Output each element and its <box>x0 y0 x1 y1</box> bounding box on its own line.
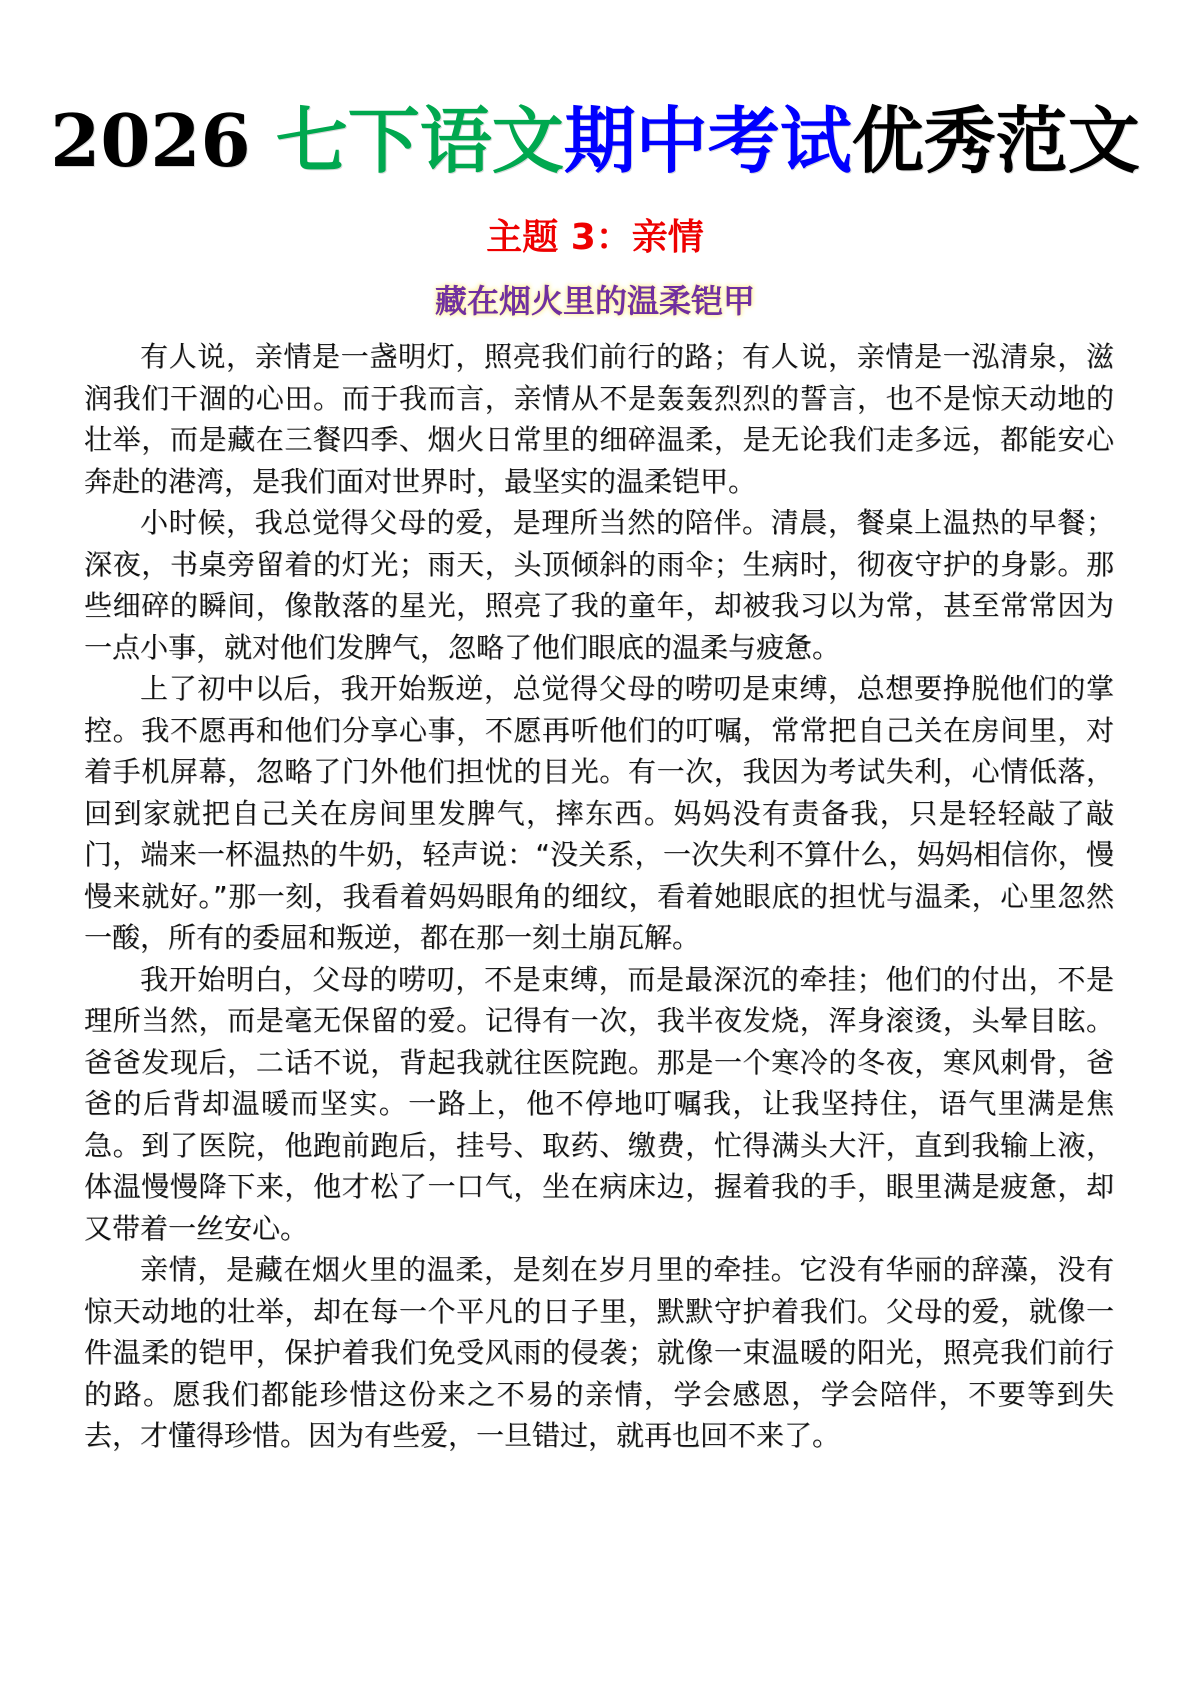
title-exam: 期中考试 <box>563 98 852 183</box>
main-title <box>0 98 1190 184</box>
essay-paragraph-4: 我开始明白，父母的唠叨，不是束缚，而是最深沉的牵挂；他们的付出，不是理所当然，而是毫无保留的爱。记得有一次，我半夜发烧，浑身滚烫，头晕目眩。爸爸发现后，二话不说，背起我就往医院跑。那是一个寒冷的冬夜，寒风刺骨，爸爸的后背却温暖而坚实。一路上，他不停地叮嘱我，让我坚持住，语气里满是焦急。到了医院，他跑前跑后，挂号、取药、缴费，忙得满头大汗，直到我输上液，体温慢慢降下来，他才松了一口气，坐在病床边，握着我的手，眼里满是疲惫，却又带着一丝安心。 <box>84 962 1114 1245</box>
essay-paragraph-2: 小时候，我总觉得父母的爱，是理所当然的陪伴。清晨，餐桌上温热的早餐；深夜，书桌旁留着的灯光；雨天，头顶倾斜的雨伞；生病时，彻夜守护的身影。那些细碎的瞬间，像散落的星光，照亮了我的童年，却被我习以为常，甚至常常因为一点小事，就对他们发脾气，忽略了他们眼底的温柔与疲惫。 <box>84 506 1114 664</box>
title-suffix: 优秀范文 <box>851 98 1140 183</box>
title-year: 2026 <box>50 98 276 183</box>
essay-body <box>84 336 1114 1457</box>
essay-paragraph-5: 亲情，是藏在烟火里的温柔，是刻在岁月里的牵挂。它没有华丽的辞藻，没有惊天动地的壮举，却在每一个平凡的日子里，默默守护着我们。父母的爱，就像一件温柔的铠甲，保护着我们免受风雨的侵袭；就像一束温暖的阳光，照亮我们前行的路。愿我们都能珍惜这份来之不易的亲情，学会感恩，学会陪伴，不要等到失去，才懂得珍惜。因为有些爱，一旦错过，就再也回不来了。 <box>84 1253 1114 1452</box>
essay-paragraph-1: 有人说，亲情是一盏明灯，照亮我们前行的路；有人说，亲情是一泓清泉，滋润我们干涸的心田。而于我而言，亲情从不是轰轰烈烈的誓言，也不是惊天动地的壮举，而是藏在三餐四季、烟火日常里的细碎温柔，是无论我们走多远，都能安心奔赴的港湾，是我们面对世界时，最坚实的温柔铠甲。 <box>84 340 1114 498</box>
title-grade-subject: 七下语文 <box>275 98 564 183</box>
essay-paragraph-3: 上了初中以后，我开始叛逆，总觉得父母的唠叨是束缚，总想要挣脱他们的掌控。我不愿再和他们分享心事，不愿再听他们的叮嘱，常常把自己关在房间里，对着手机屏幕，忽略了门外他们担忧的目光。有一次，我因为考试失利，心情低落，回到家就把自己关在房间里发脾气，摔东西。妈妈没有责备我，只是轻轻敲了敲门，端来一杯温热的牛奶，轻声说：“没关系，一次失利不算什么，妈妈相信你，慢慢来就好。”那一刻，我看着妈妈眼角的细纹，看着她眼底的担忧与温柔，心里忽然一酸，所有的委屈和叛逆，都在那一刻土崩瓦解。 <box>84 672 1114 954</box>
essay-title: 藏在烟火里的温柔铠甲 <box>434 282 755 320</box>
theme-heading: 主题 3：亲情 <box>486 217 704 258</box>
